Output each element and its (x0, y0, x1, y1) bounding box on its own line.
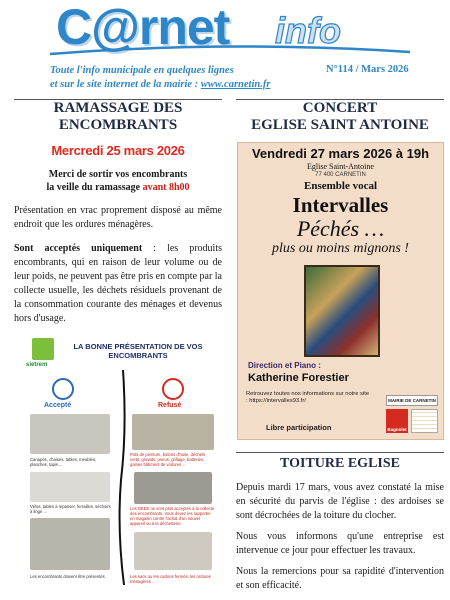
poster-free-entry: Libre participation (266, 423, 332, 432)
para2-bold: Sont acceptés uniquement (14, 243, 143, 254)
poster-painting-image (304, 265, 380, 357)
encombrants-date: Mercredi 25 mars 2026 (51, 143, 185, 158)
poster-info: Retrouvez toutes nos informations sur notre site : https://intervalles93.fr/ (246, 391, 370, 404)
concert-title (236, 100, 444, 134)
concert-poster (237, 142, 444, 440)
encombrants-notice (14, 168, 222, 194)
poster-mairie-label: MAIRIE DE CARNETIN (386, 395, 438, 406)
encombrants-title (14, 100, 222, 134)
paint-image (132, 414, 214, 450)
poster-direction: Direction et Piano : (248, 361, 321, 370)
refused-label: Refusé (158, 402, 182, 409)
tagline (50, 64, 270, 92)
logo-swoosh-icon (50, 44, 410, 60)
poster-peches: Péchés … (296, 216, 385, 241)
encombrants-title-line1: RAMASSAGE DES (53, 100, 183, 116)
toiture-text (236, 481, 444, 600)
notice-prefix: la veille du ramassage (46, 182, 143, 193)
poster-mignons: plus ou moins mignons ! (272, 241, 409, 256)
infographic-title: LA BONNE PRÉSENTATION DE VOS ENCOMBRANTS (73, 342, 203, 360)
poster-date: Vendredi 27 mars 2026 à 19h (251, 146, 430, 161)
accepted-label: Accepté (44, 402, 72, 409)
tagline-line2 (50, 78, 270, 92)
poster-place: Eglise Saint-Antoine (307, 162, 374, 171)
encombrants-infographic (22, 338, 218, 585)
bagnolet-logo-icon (386, 409, 408, 433)
bags-image (134, 532, 212, 570)
encombrants-para1: Présentation en vrac proprement disposé au même endroit que les ordures ménagères. (14, 205, 222, 230)
refused-caption-3: Les sacs ou les cartons fermés, les ordures ménagères ... (130, 574, 211, 584)
divider-toiture (236, 452, 444, 453)
tagline-line1: Toute l'info municipale en quelques lignes (50, 65, 234, 76)
bagnolet-label: Bagnolet (387, 427, 407, 432)
logo-sub-text: info (275, 10, 341, 51)
refused-caption-2: Les DEEE ne sont plus acceptés à la collecte des encombrants. Vous devez les rapporter en magasin contre l'achat d'un nouvel appareil ou à la déchetterie. (130, 506, 215, 526)
notice-line1: Merci de sortir vos encombrants (48, 169, 188, 180)
pile-image (30, 518, 110, 570)
poster-ensemble: Ensemble vocal (303, 180, 378, 192)
calendar-icon (411, 409, 438, 433)
toiture-para1: Depuis mardi 17 mars, vous avez constaté la mise en sécurité du parvis de l'église : des ardoises se sont décrochées de la toiture du clocher. (236, 482, 444, 521)
refused-caption-1: Pots de peinture, bidons d'huile, déchets verts, gravats, pneus, grillage, batteries, gaines bâtiment de voitures ... (130, 452, 206, 467)
accepted-caption-3: Les encombrants doivent être présentés (30, 574, 105, 579)
encombrants-para2 (14, 242, 222, 326)
website-link[interactable]: www.carnetin.fr (200, 79, 271, 90)
notice-deadline: avant 8h00 (142, 182, 190, 193)
infographic-divider (119, 370, 127, 585)
issue-number: N°114 / Mars 2026 (326, 64, 409, 75)
para2-rest: : les produits encombrants, qui en raison de leur volume ou de leur poids, ne peuvent pas être pris en compte par la collecte usuelle, les déchets résiduels provenant de la consommation courante des ménages et devenus hors d'usage. (14, 243, 222, 324)
accepted-caption-1: Canapés, chaises, tables, meubles, planches, tapis ... (30, 457, 97, 467)
accepted-icon (52, 378, 74, 400)
poster-director: Katherine Forestier (248, 372, 349, 384)
masthead (50, 0, 410, 62)
furniture-image (30, 414, 110, 454)
encombrants-title-line2: ENCOMBRANTS (58, 117, 178, 133)
accepted-caption-2: Vélos, tables à repasser, ferrailles, séchoirs à linge ... (30, 504, 111, 514)
toiture-title: TOITURE EGLISE (280, 456, 400, 471)
concert-title-line1: CONCERT (302, 100, 378, 116)
encombrants-section (14, 100, 222, 326)
notice-line2 (14, 181, 222, 194)
bikes-image (30, 472, 110, 502)
sietrem-label: sietrem (26, 362, 48, 368)
appliances-image (134, 472, 212, 504)
poster-choir-name: Intervalles (292, 193, 389, 217)
toiture-para2: Nous vous informons qu'une entreprise est intervenue ce jour pour effectuer les travaux. (236, 531, 444, 556)
toiture-para3: Nous la remercions pour sa rapidité d'intervention et son efficacité. (236, 566, 444, 591)
tagline-prefix: et sur le site internet de la mairie : (50, 79, 201, 90)
concert-section (236, 100, 444, 134)
logo-main-text: C@rnet (56, 0, 230, 55)
concert-title-line2: EGLISE SAINT ANTOINE (251, 117, 429, 133)
poster-city: 77 400 CARNETIN (315, 172, 366, 178)
sietrem-logo-icon (32, 338, 54, 360)
refused-icon (162, 378, 184, 400)
